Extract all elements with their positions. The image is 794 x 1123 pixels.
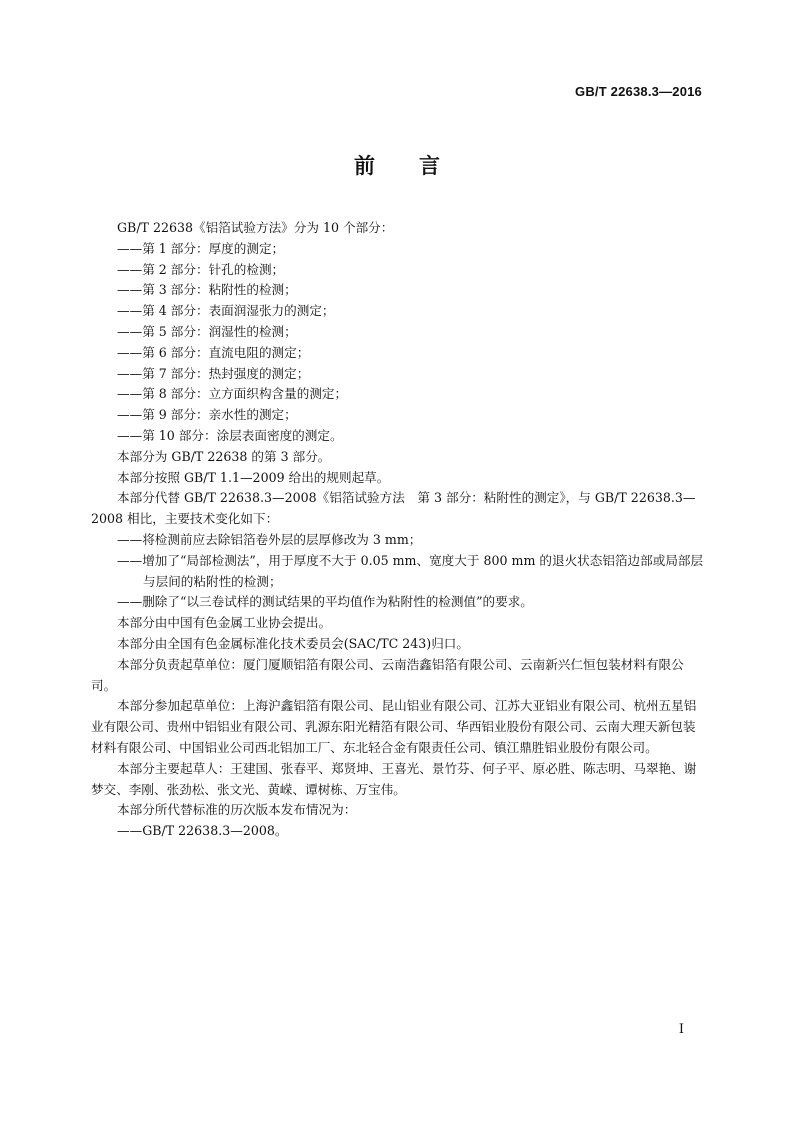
part-list-item: ——第 5 部分：润湿性的检测； [117,323,297,339]
part-list-item: ——第 3 部分：粘附性的检测； [117,282,297,298]
part-list-item: ——第 8 部分：立方面织构含量的测定； [117,386,348,402]
replacement-paragraph: 本部分代替 GB/T 22638.3—2008《铝箔试验方法 第 3 部分：粘附性的测定》，与 GB/T 22638.3—2008 相比，主要技术变化如下： [91,490,696,527]
centralized-by-paragraph: 本部分由全国有色金属标准化技术委员会(SAC/TC 243)归口。 [117,635,469,651]
lead-drafters-paragraph: 本部分负责起草单位：厦门厦顺铝箔有限公司、云南浩鑫铝箔有限公司、云南新兴仁恒包装材料有限公司。 [91,656,684,693]
foreword-body [91,218,707,842]
page-title: 前言 [354,154,484,178]
change-list-item: ——删除了“以三卷试样的测试结果的平均值作为粘附性的检测值”的要求。 [117,594,533,610]
proposer-paragraph: 本部分由中国有色金属工业协会提出。 [117,615,332,631]
part-list-item: ——第 7 部分：热封强度的测定； [117,365,310,381]
change-list-item: ——将检测前应去除铝箔卷外层的层厚修改为 3 mm； [117,531,422,547]
participating-drafters-paragraph: 本部分参加起草单位：上海沪鑫铝箔有限公司、昆山铝业有限公司、江苏大亚铝业有限公司、杭州五星铝业有限公司、贵州中铝铝业有限公司、乳源东阳光精箔有限公司、华西铝业股份有限公司、云南大理天新包装材料有限公司、中国铝业公司西北铝加工厂、东北轻合金有限责任公司、镇江鼎胜铝业股份有限公司。 [91,698,697,755]
change-list-item: ——增加了“局部检测法”，用于厚度不大于 0.05 mm、宽度大于 800 mm 的退火状态铝箔边部或局部层与层间的粘附性的检测； [117,552,704,589]
page-number: I [678,1022,684,1037]
part-list-item: ——第 10 部分：涂层表面密度的测定。 [117,427,343,443]
main-drafters-paragraph: 本部分主要起草人：王建国、张春平、郑贤坤、王喜光、景竹芬、何子平、原必胜、陈志明、马翠艳、谢梦交、李刚、张劲松、张文光、黄嵘、谭树栋、万宝伟。 [91,760,697,797]
part-list-item: ——第 2 部分：针孔的检测； [117,261,285,277]
part-list-item: ——第 1 部分：厚度的测定； [117,240,285,256]
part-list-item: ——第 9 部分：亲水性的测定； [117,407,297,423]
intro-paragraph: GB/T 22638《铝箔试验方法》分为 10 个部分： [117,220,394,235]
part-list-item: ——第 4 部分：表面润湿张力的测定； [117,303,335,319]
previous-editions-paragraph: 本部分所代替标准的历次版本发布情况为： [117,802,357,818]
part-list-item: ——第 6 部分：直流电阻的测定； [117,344,310,360]
drafting-rules-paragraph: 本部分按照 GB/T 1.1—2009 给出的规则起草。 [117,469,390,485]
standard-number: GB/T 22638.3—2016 [575,84,702,99]
part-statement-paragraph: 本部分为 GB/T 22638 的第 3 部分。 [117,448,331,464]
previous-edition-item: ——GB/T 22638.3—2008。 [117,823,288,839]
